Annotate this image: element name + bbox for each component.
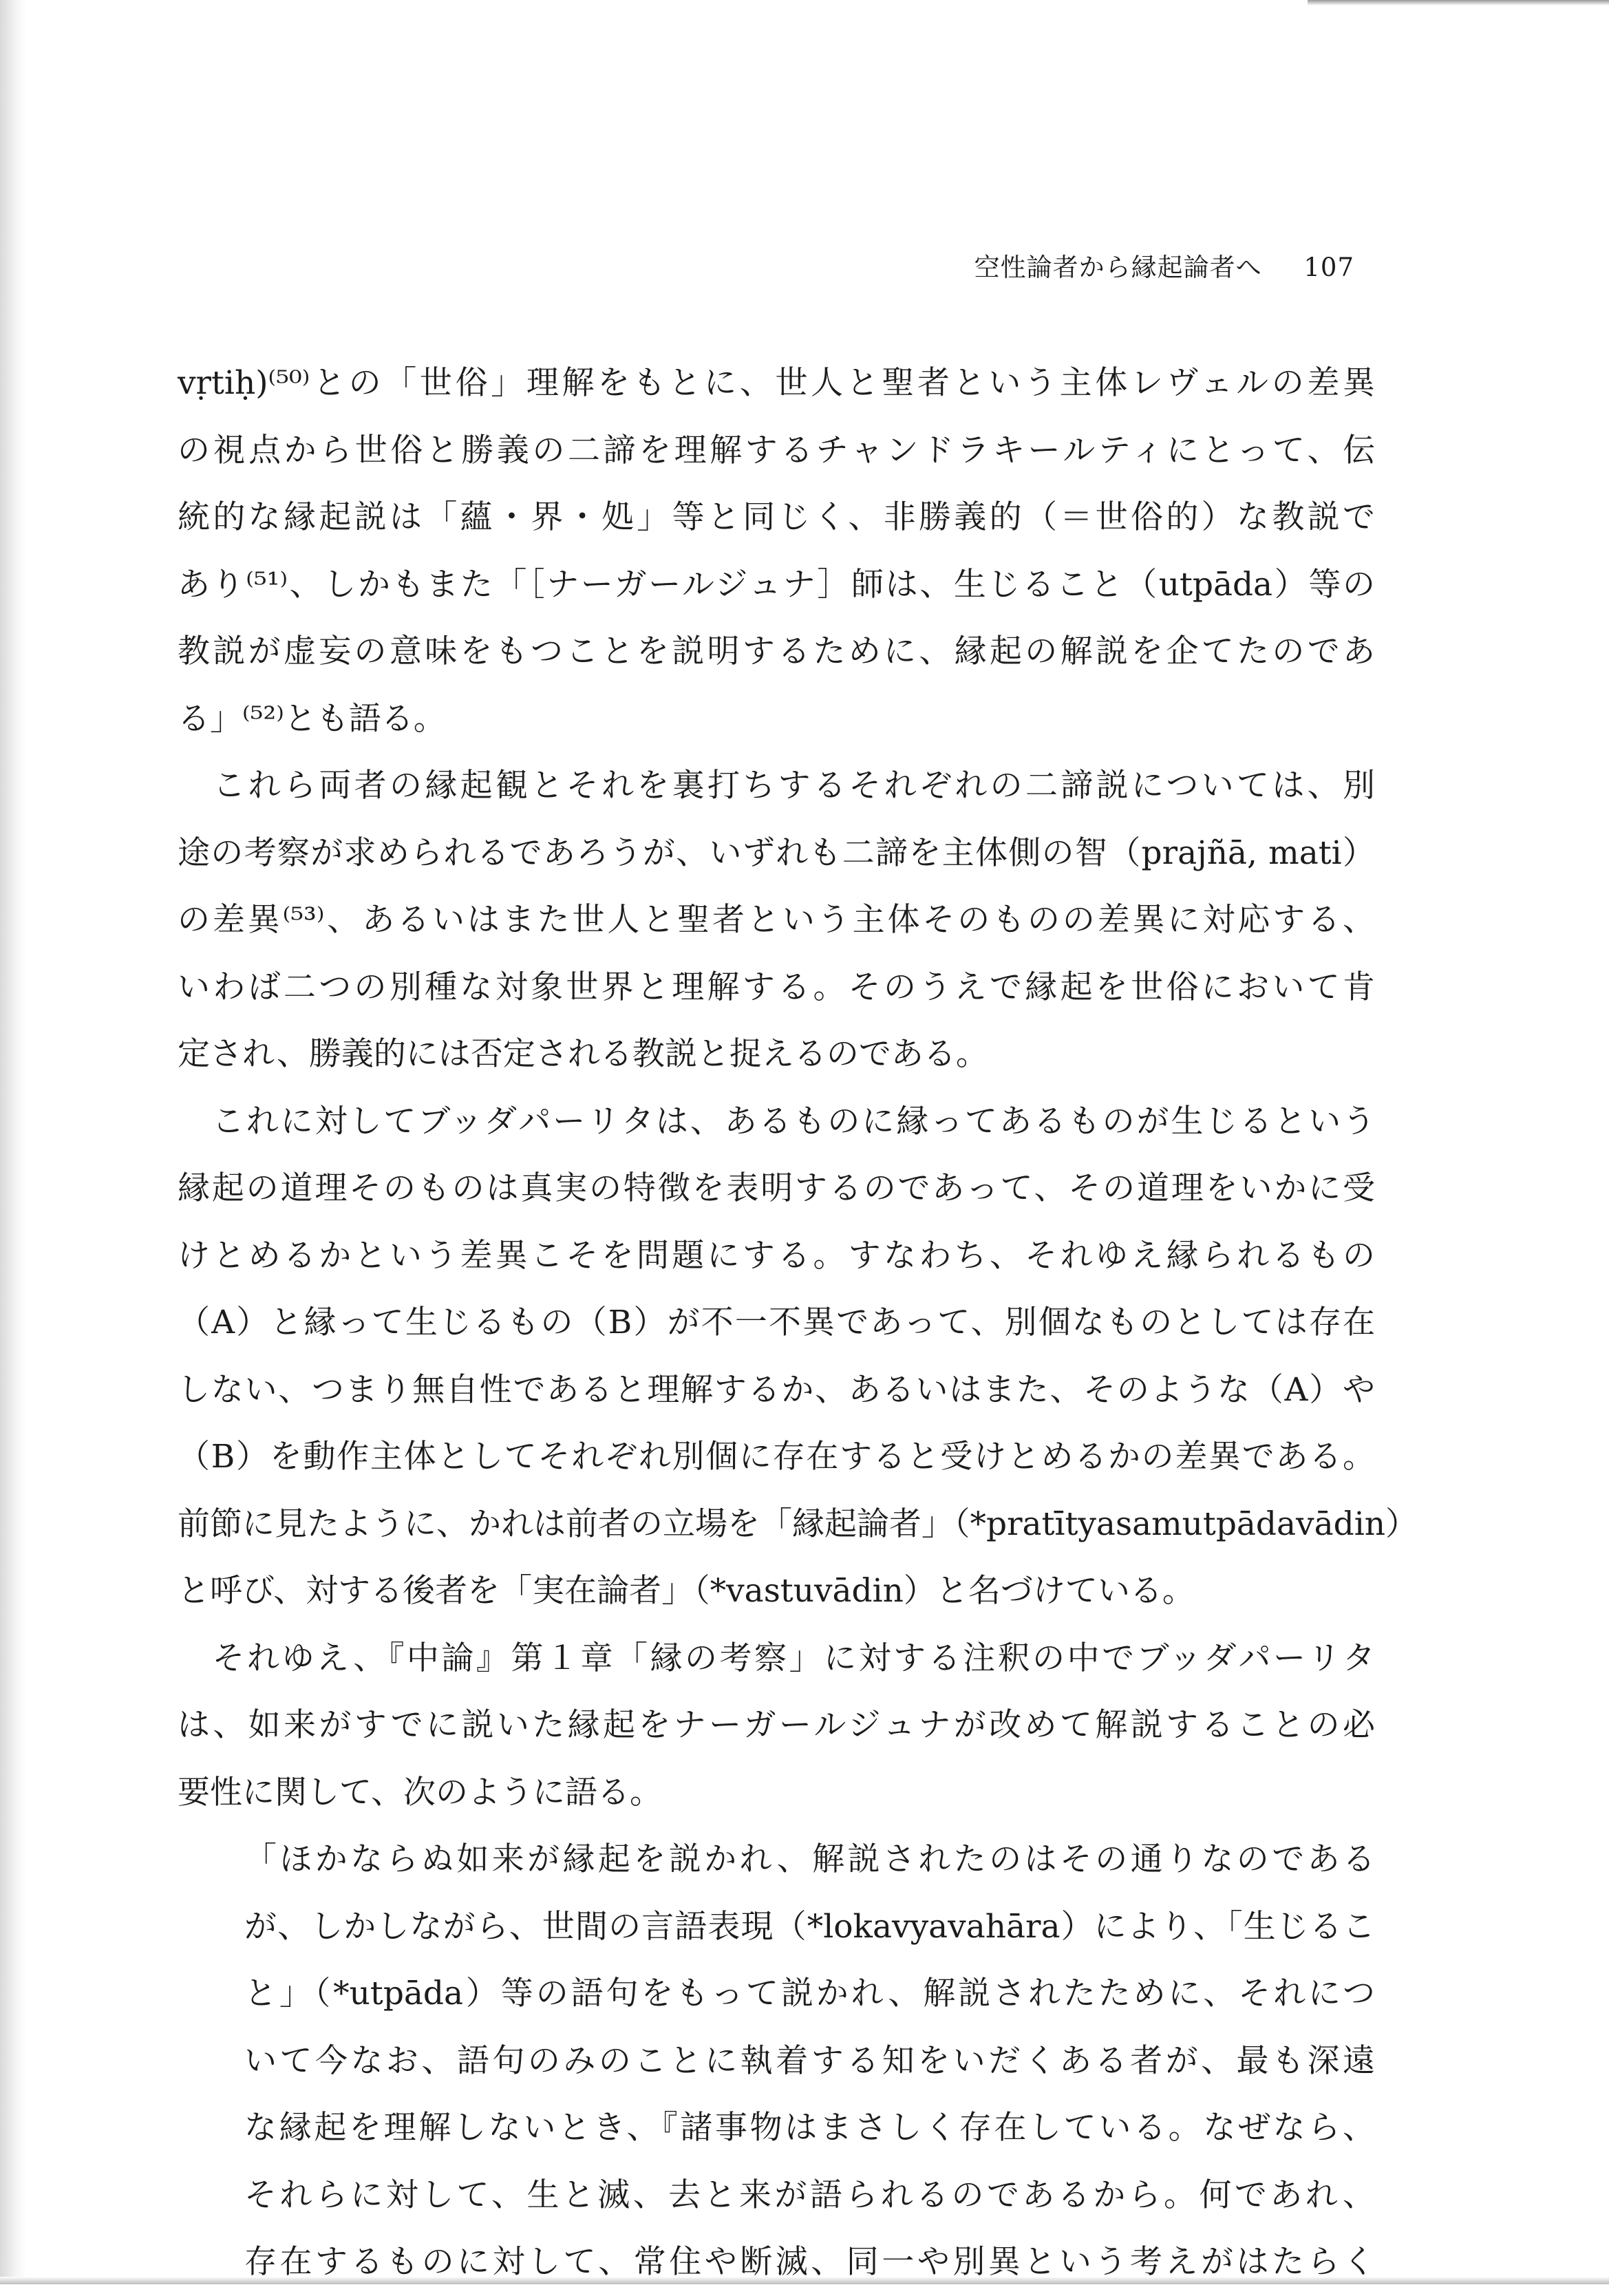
scan-shadow-top	[1308, 0, 1609, 6]
text-line: の差異⁽⁵³⁾、あるいはまた世人と聖者という主体そのものの差異に対応する、	[178, 901, 1375, 939]
body-text	[178, 350, 1418, 2296]
text-line: （A）と縁って生じるもの（B）が不一不異であって、別個なものとしては存在	[178, 1304, 1375, 1341]
text-line: 定され、勝義的には否定される教説と捉えるのである。	[178, 1035, 988, 1073]
text-line: これら両者の縁起観とそれを裏打ちするそれぞれの二諦説については、別	[178, 767, 1375, 805]
text-line: と呼び、対する後者を「実在論者」（*vastuvādin）と名づけている。	[178, 1572, 1195, 1610]
text-line: 統的な縁起説は「蘊・界・処」等と同じく、非勝義的（＝世俗的）な教説で	[178, 498, 1375, 536]
text-line: これに対してブッダパーリタは、あるものに縁ってあるものが生じるという	[178, 1102, 1375, 1140]
scan-shadow-left	[0, 0, 26, 2284]
text-line: の視点から世俗と勝義の二諦を理解するチャンドラキールティにとって、伝	[178, 431, 1375, 469]
text-line: は、如来がすでに説いた縁起をナーガールジュナが改めて解説することの必	[178, 1706, 1375, 1744]
text-line: いわば二つの別種な対象世界と理解する。そのうえで縁起を世俗において肯	[178, 968, 1375, 1006]
text-line: 縁起の道理そのものは真実の特徴を表明するのであって、その道理をいかに受	[178, 1169, 1375, 1207]
quote-line: が、しかしながら、世間の言語表現（*lokavyavahāra）により、「生じるこ	[244, 1907, 1375, 1946]
text-line: それゆえ、『中論』第１章「縁の考察」に対する注釈の中でブッダパーリタ	[178, 1639, 1375, 1677]
quote-line: 存在するものに対して、常住や断滅、同一や別異という考えがはたらく	[244, 2243, 1375, 2281]
quote-line: いて今なお、語句のみのことに執着する知をいだくある者が、最も深遠	[244, 2041, 1375, 2080]
quote-line: と」（*utpāda）等の語句をもって説かれ、解説されたために、それにつ	[244, 1975, 1375, 2012]
running-head	[974, 246, 1354, 284]
text-line: 前節に見たように、かれは前者の立場を「縁起論者」（*pratītyasamutpādavādin）	[178, 1505, 1418, 1543]
text-line: る」⁽⁵²⁾とも語る。	[178, 699, 446, 738]
quote-line: それらに対して、生と滅、去と来が語られるのであるから。何であれ、	[244, 2176, 1375, 2214]
page-number: 107	[1303, 253, 1354, 282]
text-line: あり⁽⁵¹⁾、しかもまた「［ナーガールジュナ］師は、生じること（utpāda）等の	[178, 565, 1375, 604]
text-line: 教説が虚妄の意味をもつことを説明するために、縁起の解説を企てたのであ	[178, 633, 1375, 670]
quote-line: な縁起を理解しないとき、『諸事物はまさしく存在している。なぜなら、	[244, 2109, 1375, 2147]
text-line: 要性に関して、次のように語る。	[178, 1773, 663, 1811]
text-line: vṛtiḥ)⁽⁵⁰⁾との「世俗」理解をもとに、世人と聖者という主体レヴェルの差異	[178, 364, 1375, 402]
text-line: しない、つまり無自性であると理解するか、あるいはまた、そのような（A）や	[178, 1370, 1375, 1409]
text-line: 途の考察が求められるであろうが、いずれも二諦を主体側の智（prajñā, mati）	[178, 833, 1375, 872]
running-head-title: 空性論者から縁起論者へ	[974, 253, 1262, 282]
quote-line: 「ほかならぬ如来が縁起を説かれ、解説されたのはその通りなのである	[244, 1840, 1375, 1878]
text-line: けとめるかという差異こそを問題にする。すなわち、それゆえ縁られるもの	[178, 1236, 1375, 1275]
text-line: （B）を動作主体としてそれぞれ別個に存在すると受けとめるかの差異である。	[178, 1438, 1375, 1476]
